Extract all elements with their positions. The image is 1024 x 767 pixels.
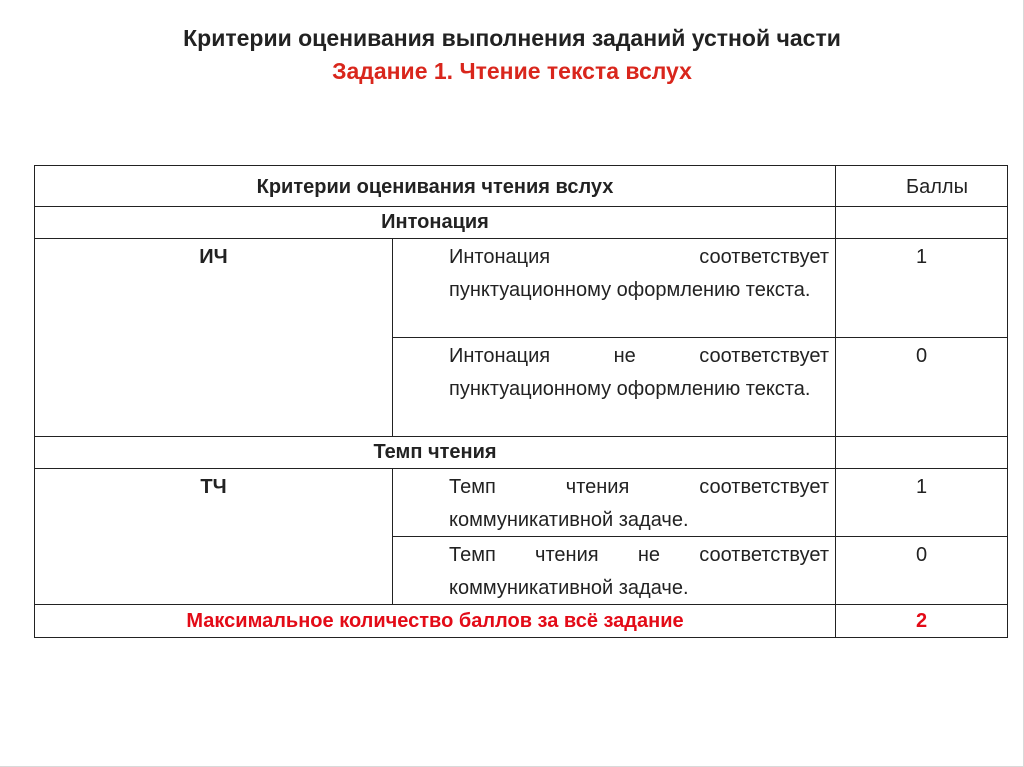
criterion-points: 1: [836, 469, 1008, 537]
header-criteria: Критерии оценивания чтения вслух: [35, 166, 836, 207]
criterion-code-ich: ИЧ: [35, 239, 393, 437]
section-row-intonation: [35, 207, 1008, 239]
criteria-table: [34, 165, 1008, 638]
page-subtitle: Задание 1. Чтение текста вслух: [332, 58, 692, 84]
total-row: [35, 605, 1008, 638]
total-points: 2: [836, 605, 1008, 638]
section-points-empty: [836, 207, 1008, 239]
total-label: Максимальное количество баллов за всё задание: [35, 605, 836, 638]
section-title-tempo: Темп чтения: [35, 437, 836, 469]
header-points: Баллы: [836, 166, 1008, 207]
page-title: Критерии оценивания выполнения заданий устной части: [183, 25, 841, 51]
criterion-description: Интонация не соответствует пунктуационному оформлению текста.: [393, 338, 836, 437]
criterion-description: Интонация соответствует пунктуационному оформлению текста.: [393, 239, 836, 338]
section-points-empty: [836, 437, 1008, 469]
table-row: [35, 469, 1008, 537]
criterion-points: 0: [836, 338, 1008, 437]
criterion-points: 1: [836, 239, 1008, 338]
criterion-code-tch: ТЧ: [35, 469, 393, 605]
criterion-description: Темп чтения соответствует коммуникативной задаче.: [393, 469, 836, 537]
criterion-points: 0: [836, 537, 1008, 605]
table-header-row: [35, 166, 1008, 207]
title-block: [0, 22, 1024, 88]
section-row-tempo: [35, 437, 1008, 469]
table-row: [35, 239, 1008, 338]
criterion-description: Темп чтения не соответствует коммуникативной задаче.: [393, 537, 836, 605]
section-title-intonation: Интонация: [35, 207, 836, 239]
